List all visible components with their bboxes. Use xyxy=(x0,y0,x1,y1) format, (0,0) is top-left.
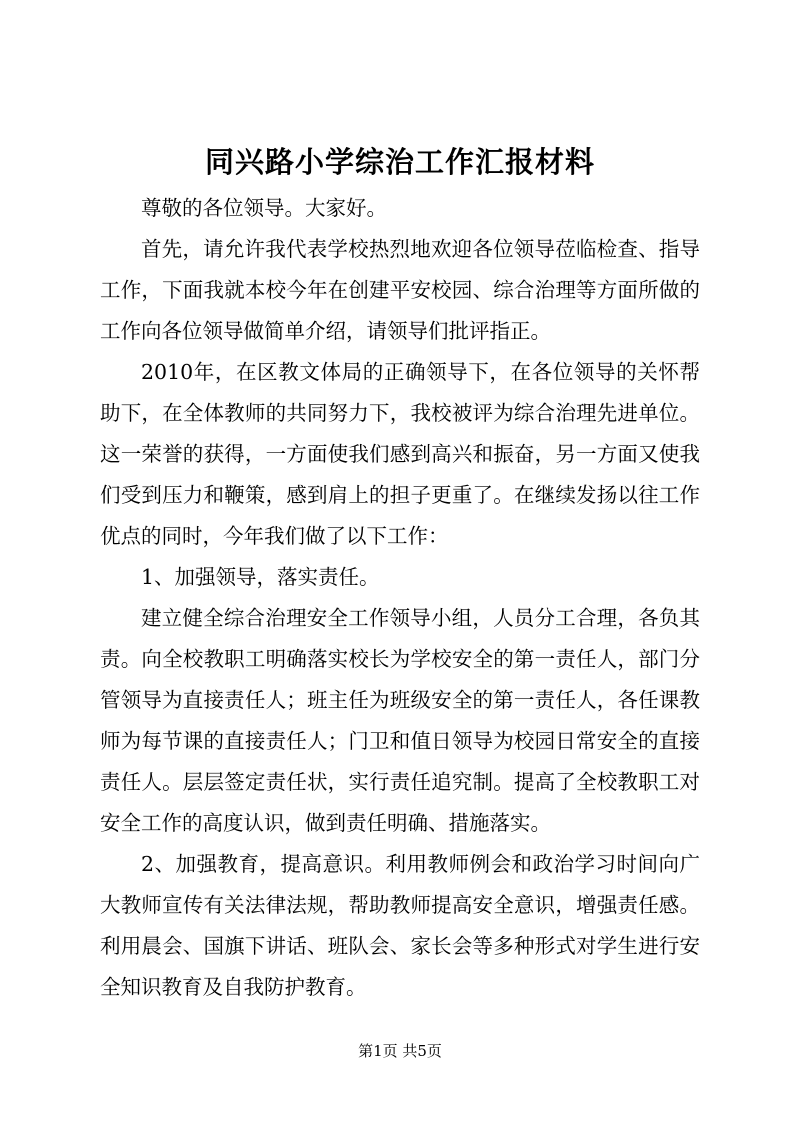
paragraph-intro: 首先，请允许我代表学校热烈地欢迎各位领导莅临检查、指导工作，下面我就本校今年在创建平安校园、综合治理等方面所做的工作向各位领导做简单介绍，请领导们批评指正。 xyxy=(100,237,700,343)
paragraph-greeting: 尊敬的各位领导。大家好。 xyxy=(141,196,387,220)
paragraph-education: 2、加强教育，提高意识。利用教师例会和政治学习时间向广大教师宣传有关法律法规，帮助教师提高安全意识，增强责任感。利用晨会、国旗下讲话、班队会、家长会等多种形式对学生进行安全知识教育及自我防护教育。 xyxy=(100,852,700,999)
page-footer: 第1页 共5页 xyxy=(358,1042,442,1060)
paragraph-responsibility: 建立健全综合治理安全工作领导小组，人员分工合理，各负其责。向全校教职工明确落实校长为学校安全的第一责任人，部门分管领导为直接责任人；班主任为班级安全的第一责任人，各任课教师为每节课的直接责任人；门卫和值日领导为校园日常安全的直接责任人。层层签定责任状，实行责任追究制。提高了全校教职工对安全工作的高度认识，做到责任明确、措施落实。 xyxy=(100,606,700,835)
section-heading-1: 1、加强领导，落实责任。 xyxy=(141,565,380,589)
document-title: 同兴路小学综治工作汇报材料 xyxy=(204,145,595,179)
document-body xyxy=(100,188,700,1008)
paragraph-achievement: 2010年，在区教文体局的正确领导下，在各位领导的关怀帮助下，在全体教师的共同努力下，我校被评为综合治理先进单位。这一荣誉的获得，一方面使我们感到高兴和振奋，另一方面又使我们受到压力和鞭策，感到肩上的担子更重了。在继续发扬以往工作优点的同时，今年我们做了以下工作： xyxy=(100,360,700,548)
